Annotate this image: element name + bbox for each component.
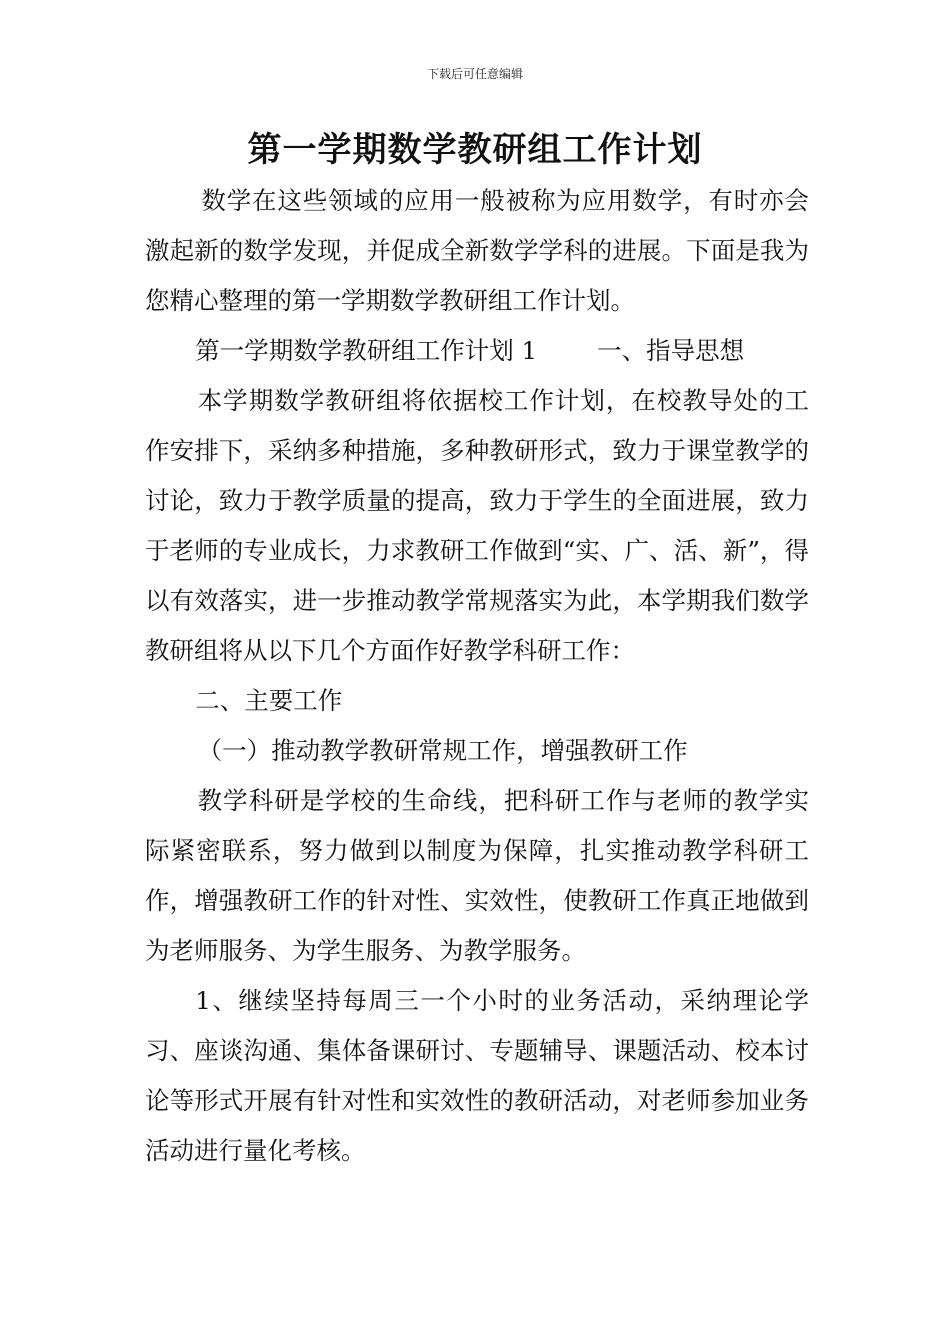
item1-paragraph: 1、继续坚持每周三一个小时的业务活动，采纳理论学习、座谈沟通、集体备课研讨、专题辅导、课题活动、校本讨论等形式开展有针对性和实效性的教研活动，对老师参加业务活动进行量化考核。	[145, 986, 809, 1165]
document-body	[145, 176, 809, 1176]
subsection1-heading: （一）推动教学教研常规工作，增强教研工作	[197, 736, 688, 765]
document-title: 第一学期数学教研组工作计划	[247, 130, 703, 170]
section1-heading: 一、指导思想	[597, 336, 745, 365]
plan-heading-line	[145, 326, 809, 376]
intro-paragraph: 数学在这些领域的应用一般被称为应用数学，有时亦会激起新的数学发现，并促成全新数学学科的进展。下面是我为您精心整理的第一学期数学教研组工作计划。	[145, 186, 809, 315]
header-note: 下载后可任意编辑	[426, 67, 523, 81]
plan-heading: 第一学期数学教研组工作计划 1	[195, 336, 538, 365]
subsection1-paragraph: 教学科研是学校的生命线，把科研工作与老师的教学实际紧密联系，努力做到以制度为保障，扎实推动教学科研工作，增强教研工作的针对性、实效性，使教研工作真正地做到为老师服务、为学生服务、为教学服务。	[145, 786, 809, 965]
section2-heading: 二、主要工作	[195, 686, 343, 715]
section1-paragraph: 本学期数学教研组将依据校工作计划，在校教导处的工作安排下，采纳多种措施，多种教研形式，致力于课堂教学的讨论，致力于教学质量的提高，致力于学生的全面进展，致力于老师的专业成长，力求教研工作做到“实、广、活、新”，得以有效落实，进一步推动教学常规落实为此，本学期我们数学教研组将从以下几个方面作好教学科研工作：	[145, 386, 809, 665]
